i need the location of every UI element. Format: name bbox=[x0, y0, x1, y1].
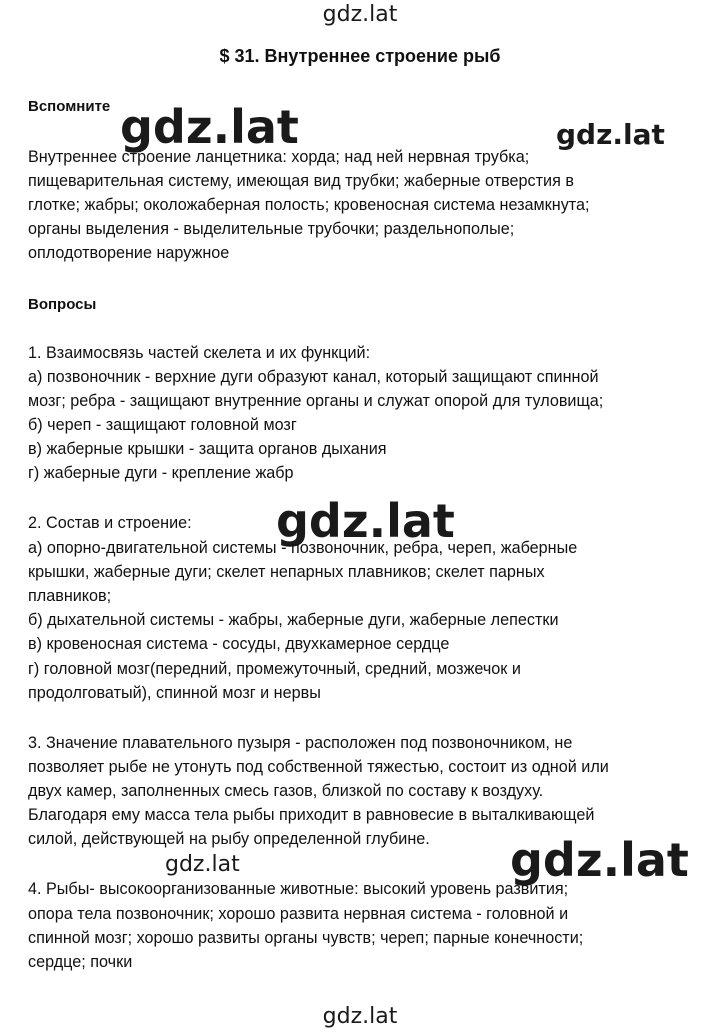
question-4-line: сердце; почки bbox=[28, 953, 133, 971]
question-2-line: плавников; bbox=[28, 587, 112, 605]
question-3-line: силой, действующей на рыбу определенной глубине. bbox=[28, 830, 430, 848]
question-2-line: г) головной мозг(передний, промежуточный, средний, мозжечок и bbox=[28, 660, 521, 678]
question-2-line: в) кровеносная система - сосуды, двухкамерное сердце bbox=[28, 635, 450, 653]
watermark-large-center: gdz.lat bbox=[276, 494, 455, 548]
remember-line: Внутреннее строение ланцетника: хорда; над ней нервная трубка; bbox=[28, 148, 530, 166]
remember-line: пищеварительная системy, имеющая вид трубки; жаберные отверстия в bbox=[28, 172, 574, 190]
question-1-line: а) позвоночник - верхние дуги образуют канал, который защищают спинной bbox=[28, 368, 599, 386]
question-1-line: 1. Взаимосвязь частей скелета и их функций: bbox=[28, 344, 371, 362]
question-2-line: б) дыхательной системы - жабры, жаберные дуги, жаберные лепестки bbox=[28, 611, 559, 629]
question-2-line: 2. Состав и строение: bbox=[28, 514, 192, 532]
question-2-line: а) опорно-двигательной системы - позвоночник, ребра, череп, жаберные bbox=[28, 539, 578, 557]
question-2-line: продолговатый), спинной мозг и нервы bbox=[28, 684, 321, 702]
question-1-line: г) жаберные дуги - крепление жабр bbox=[28, 464, 294, 482]
remember-line: оплодотворение наружное bbox=[28, 244, 230, 262]
question-1-line: б) череп - защищают головной мозг bbox=[28, 416, 297, 434]
watermark-small-center: gdz.lat bbox=[165, 852, 240, 877]
watermark-large-right: gdz.lat bbox=[510, 833, 689, 887]
remember-line: глотке; жабры; околожаберная полость; кровеносная система незамкнута; bbox=[28, 196, 590, 214]
question-3-line: позволяет рыбе не утонуть под собственной тяжестью, состоит из одной или bbox=[28, 758, 609, 776]
remember-heading: Вспомните bbox=[28, 98, 111, 115]
watermark-top: gdz.lat bbox=[322, 2, 398, 27]
question-3-line: 3. Значение плавательного пузыря - расположен под позвоночником, не bbox=[28, 734, 573, 752]
question-2-line: крышки, жаберные дуги; скелет непарных плавников; скелет парных bbox=[28, 563, 545, 581]
question-4-line: опора тела позвоночник; хорошо развита нервная система - головной и bbox=[28, 905, 569, 923]
question-1-line: в) жаберные крышки - защита органов дыхания bbox=[28, 440, 387, 458]
question-1-line: мозг; ребра - защищают внутренние органы и служат опорой для туловища; bbox=[28, 392, 604, 410]
watermark-bottom: gdz.lat bbox=[322, 1004, 398, 1029]
remember-line: органы выделения - выделительные трубочки; раздельнополые; bbox=[28, 220, 515, 238]
question-4-line: спинной мозг; хорошо развиты органы чувств; череп; парные конечности; bbox=[28, 929, 584, 947]
page-title: $ 31. Внутреннее строение рыб bbox=[219, 46, 501, 66]
watermark-right: gdz.lat bbox=[556, 118, 665, 151]
watermark-large-left: gdz.lat bbox=[120, 100, 299, 154]
questions-heading: Вопросы bbox=[28, 296, 97, 313]
question-3-line: двух камер, заполненных смесь газов, близкой по составу к воздуху. bbox=[28, 782, 544, 800]
question-4-line: 4. Рыбы- высокоорганизованные животные: высокий уровень развития; bbox=[28, 880, 569, 898]
question-3-line: Благодаря ему масса тела рыбы приходит в равновесие в выталкивающей bbox=[28, 806, 595, 824]
